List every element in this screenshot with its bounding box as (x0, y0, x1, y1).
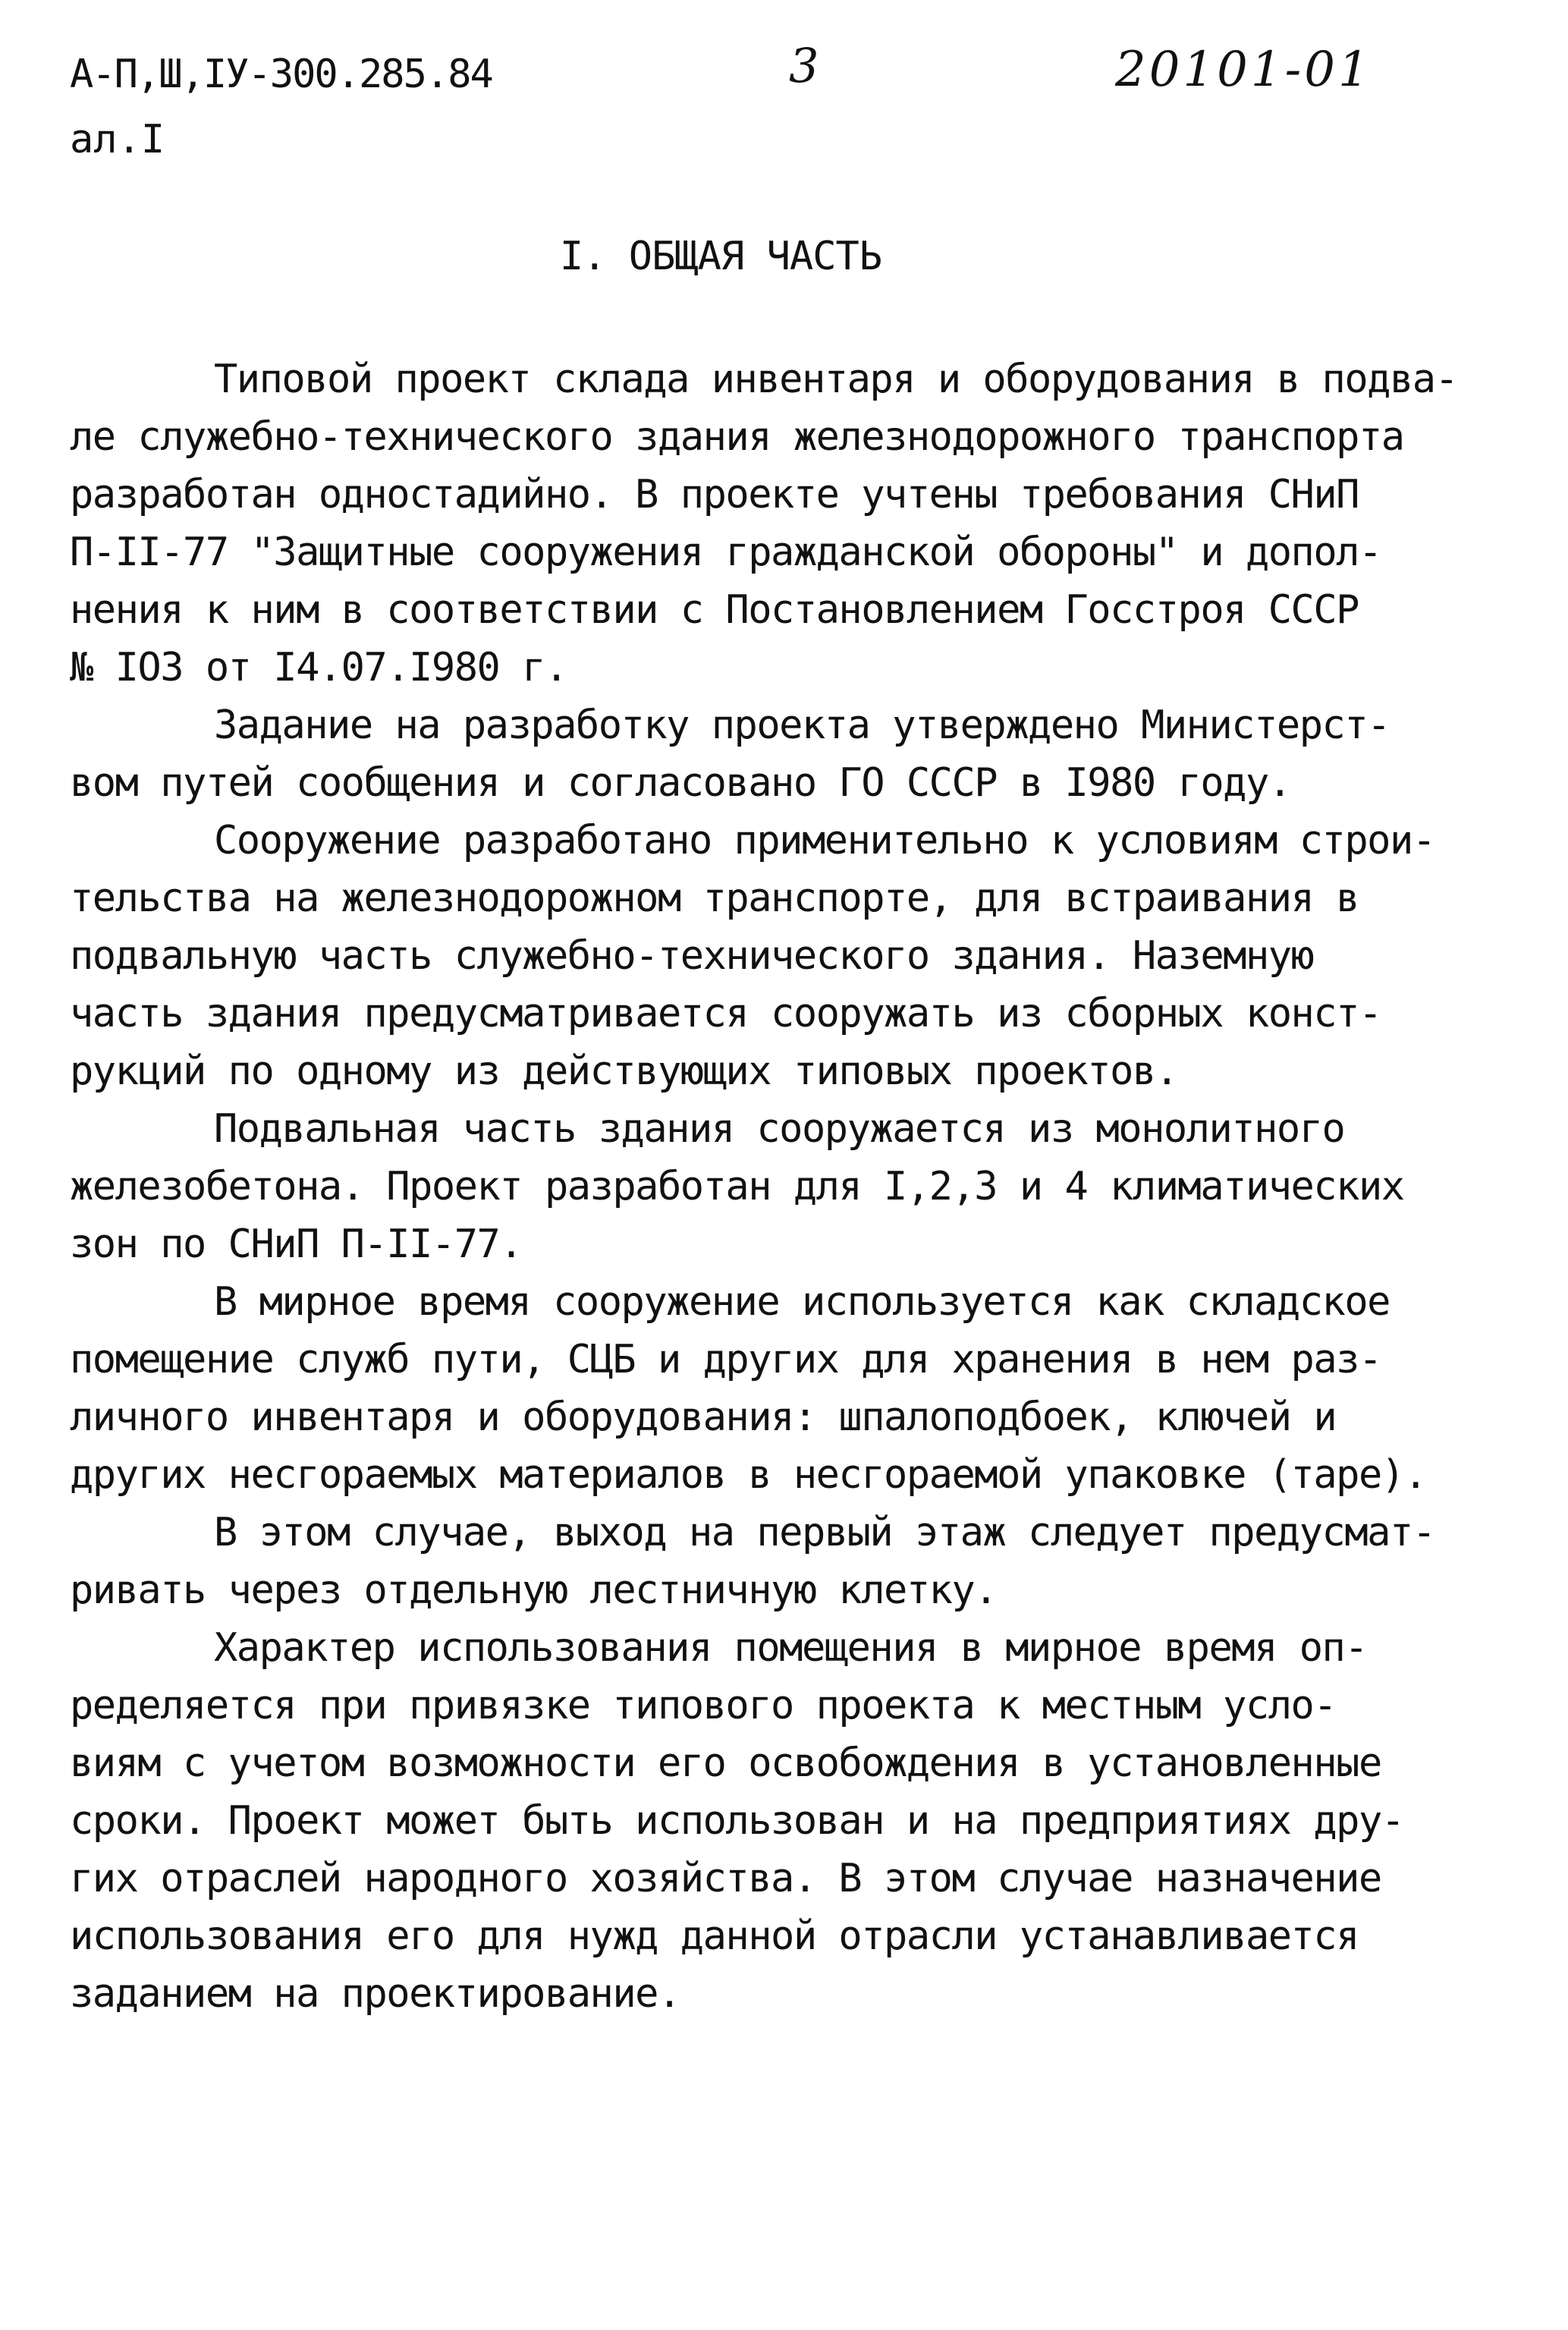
text-line: виям с учетом возможности его освобождения в установленные (70, 1740, 1381, 1786)
text-line: Сооружение разработано применительно к условиям строи- (214, 818, 1435, 863)
document-code: А-П,Ш,IУ-300.285.84 (70, 52, 492, 97)
text-line: ривать через отдельную лестничную клетку. (70, 1567, 998, 1613)
text-line: помещение служб пути, СЦБ и других для хранения в нем раз- (70, 1337, 1381, 1382)
text-line: № IO3 от I4.07.I980 г. (70, 645, 567, 690)
text-line: использования его для нужд данной отрасли устанавливается (70, 1913, 1359, 1959)
text-line: Задание на разработку проекта утверждено Министерст- (214, 703, 1390, 748)
text-line: вом путей сообщения и согласовано ГО СССР в I980 году. (70, 760, 1291, 806)
text-line: Характер использования помещения в мирное время оп- (214, 1625, 1368, 1671)
text-line: зон по СНиП П-II-77. (70, 1222, 523, 1267)
handwritten-number: 20101-01 (1115, 42, 1372, 98)
text-line: других несгораемых материалов в несгораемой упаковке (таре). (70, 1452, 1427, 1498)
text-line: В этом случае, выход на первый этаж следует предусмат- (214, 1510, 1435, 1555)
section-title: I. ОБЩАЯ ЧАСТЬ (559, 234, 882, 279)
text-line: Подвальная часть здания сооружается из монолитного (214, 1106, 1345, 1152)
text-line: гих отраслей народного хозяйства. В этом случае назначение (70, 1856, 1381, 1901)
text-line: разработан одностадийно. В проекте учтены требования СНиП (70, 472, 1359, 517)
text-line: ределяется при привязке типового проекта к местным усло- (70, 1683, 1337, 1728)
page-number: 3 (789, 38, 819, 93)
text-line: ле служебно-технического здания железнодорожного транспорта (70, 414, 1404, 460)
text-line: нения к ним в соответствии с Постановлением Госстроя СССР (70, 587, 1359, 633)
text-line: П-II-77 "Защитные сооружения гражданской обороны" и допол- (70, 530, 1381, 575)
text-line: заданием на проектирование. (70, 1971, 680, 2017)
text-line: сроки. Проект может быть использован и на предприятиях дру- (70, 1798, 1404, 1844)
text-line: личного инвентаря и оборудования: шпалоподбоек, ключей и (70, 1395, 1337, 1440)
text-line: В мирное время сооружение используется как складское (214, 1279, 1390, 1325)
text-line: тельства на железнодорожном транспорте, для встраивания в (70, 876, 1359, 921)
text-line: Типовой проект склада инвентаря и оборудования в подва- (214, 357, 1458, 402)
text-line: железобетона. Проект разработан для I,2,3 и 4 климатических (70, 1164, 1404, 1209)
text-line: часть здания предусматривается сооружать из сборных конст- (70, 991, 1381, 1036)
sheet-label: ал.I (70, 117, 165, 162)
text-line: рукций по одному из действующих типовых проектов. (70, 1049, 1178, 1094)
body-text (70, 351, 1511, 2023)
text-line: подвальную часть служебно-технического здания. Наземную (70, 933, 1314, 979)
